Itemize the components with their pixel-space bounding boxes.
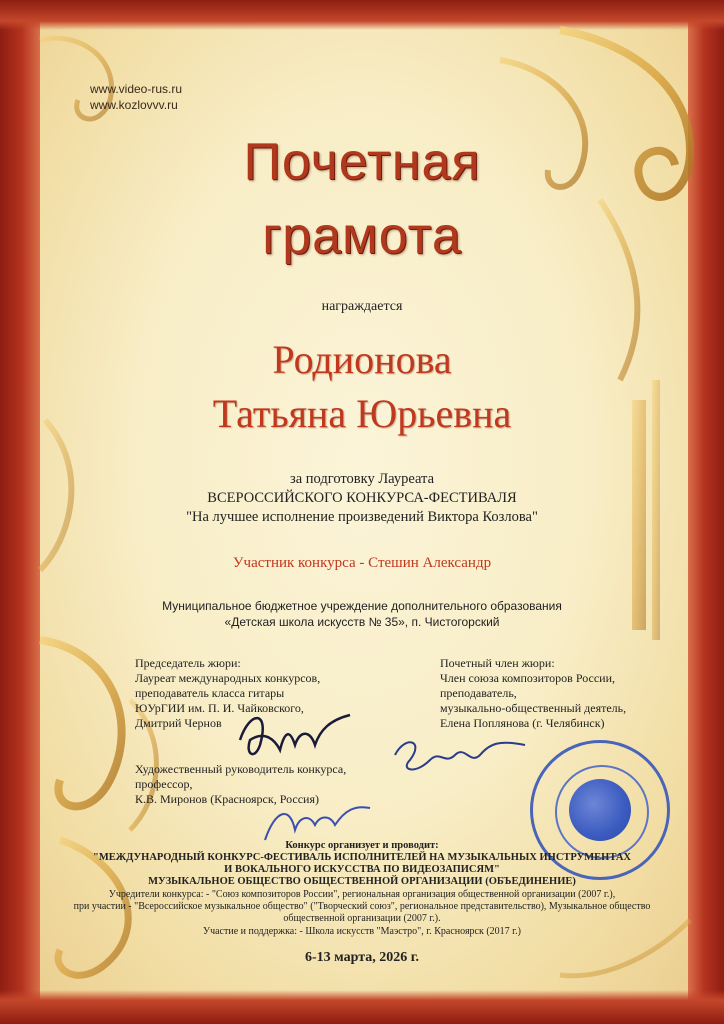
organizer-line3: И ВОКАЛЬНОГО ИСКУССТВА ПО ВИДЕОЗАПИСЯМ": [224, 864, 500, 875]
reason-line1: за подготовку Лауреата: [289, 471, 435, 487]
school-line1: Муниципальное бюджетное учреждение дополнительного образования: [162, 599, 562, 613]
honorary-jury-line2: Член союза композиторов России,: [440, 671, 615, 685]
school-line2: «Детская школа искусств № 35», п. Чистогорский: [224, 615, 500, 629]
chernov-signature: [230, 700, 360, 770]
recipient-surname: Родионова: [272, 337, 452, 382]
jury-chair-line2: Лауреат международных конкурсов,: [135, 671, 321, 685]
event-date: 6-13 марта, 2026 г.: [304, 950, 420, 965]
organizer-line5: Учредители конкурса: - "Союз композиторов России", региональная организация общественной организации (2007 г.),: [108, 889, 616, 900]
honorary-jury-line4: музыкально-общественный деятель,: [440, 701, 627, 715]
honorary-jury-line5: Елена Поплянова (г. Челябинск): [440, 716, 605, 730]
website-url-2: www.kozlovvv.ru: [90, 98, 178, 112]
website-url-1: www.video-rus.ru: [90, 82, 183, 96]
jury-chair-line3: преподаватель класса гитары: [135, 686, 285, 700]
honorary-jury-line1: Почетный член жюри:: [440, 656, 555, 670]
certificate-title-line1: Почетная: [243, 133, 481, 191]
honorary-jury-line3: преподаватель,: [440, 686, 517, 700]
jury-chair-line1: Председатель жюри:: [135, 656, 241, 670]
organizer-line7: общественной организации (2007 г.).: [283, 913, 441, 924]
organizer-line1: Конкурс организует и проводит:: [285, 840, 439, 851]
jury-chair-line5: Дмитрий Чернов: [135, 716, 222, 730]
organizer-line6: при участии - "Всероссийское музыкальное общество" ("Творческий союз", региональное представительство), Музыкальное общество: [73, 901, 651, 912]
reason-line2: ВСЕРОССИЙСКОГО КОНКУРСА-ФЕСТИВАЛЯ: [207, 490, 517, 506]
reason-line3: "На лучшее исполнение произведений Виктора Козлова": [186, 509, 538, 525]
organizer-line8: Участие и поддержка: - Школа искусств "Маэстро", г. Красноярск (2017 г.): [203, 926, 521, 937]
globe-icon: [569, 779, 631, 841]
honorary-jury-block: [440, 656, 626, 731]
certificate-title-line2: грамота: [262, 207, 462, 265]
participant-line: Участник конкурса - Стешин Александр: [232, 555, 492, 571]
art-director-line1: Художественный руководитель конкурса,: [135, 762, 347, 776]
organizer-line2: "МЕЖДУНАРОДНЫЙ КОНКУРС-ФЕСТИВАЛЬ ИСПОЛНИТЕЛЕЙ НА МУЗЫКАЛЬНЫХ ИНСТРУМЕНТАХ: [93, 852, 631, 863]
poplyanova-signature: [385, 725, 535, 785]
art-director-line2: профессор,: [135, 777, 193, 791]
art-director-line3: К.В. Миронов (Красноярск, Россия): [135, 792, 319, 806]
recipient-given-names: Татьяна Юрьевна: [212, 391, 512, 436]
awarded-label: награждается: [321, 299, 403, 314]
organizer-line4: МУЗЫКАЛЬНОЕ ОБЩЕСТВО ОБЩЕСТВЕННОЙ ОРГАНИЗАЦИИ (ОБЪЕДИНЕНИЕ): [148, 876, 576, 887]
jury-chair-line4: ЮУрГИИ им. П. И. Чайковского,: [135, 701, 304, 715]
